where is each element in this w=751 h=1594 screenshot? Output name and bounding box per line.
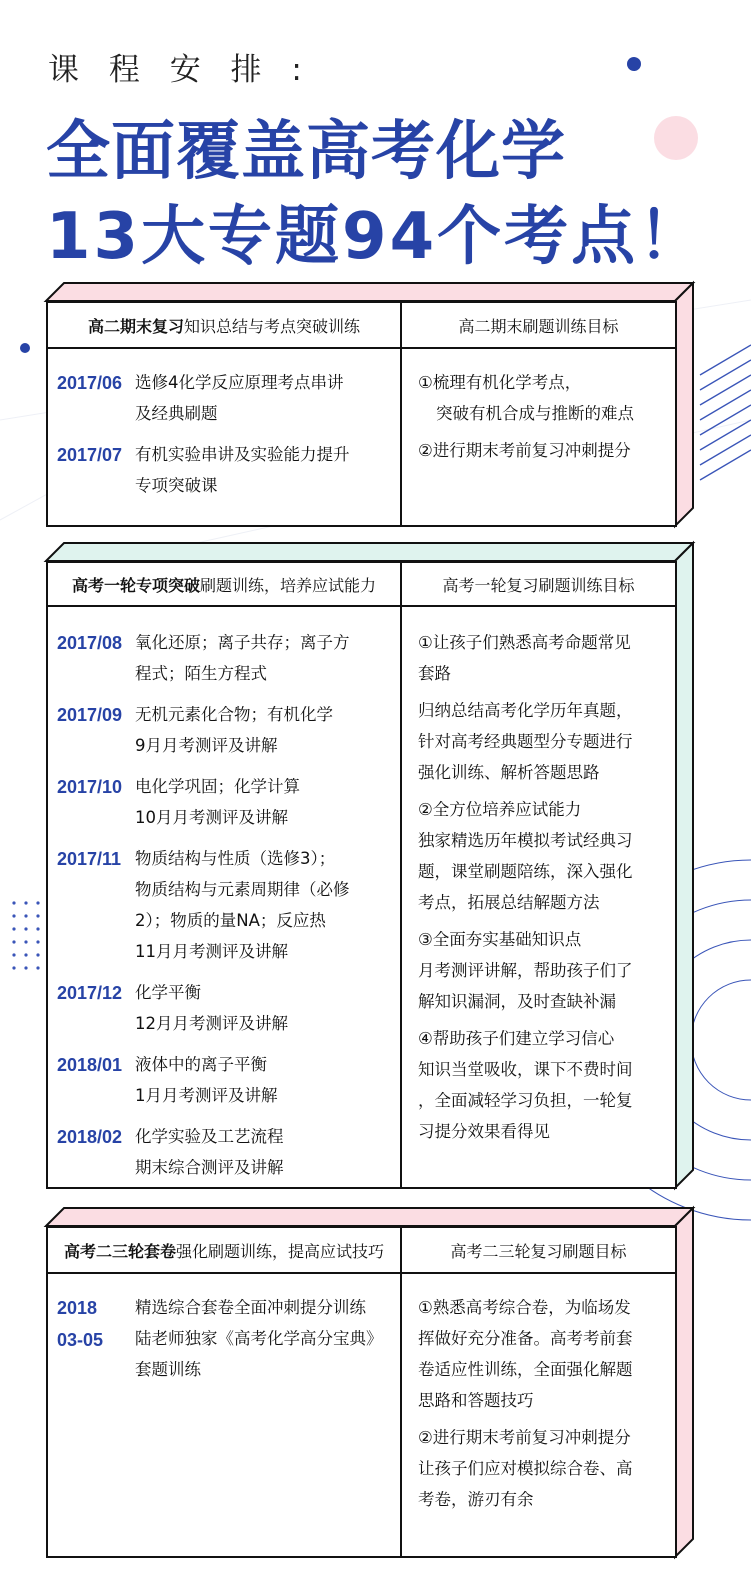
goal-item <box>418 1023 675 1147</box>
goal-line: ②进行期末考前复习冲刺提分 <box>418 1428 631 1447</box>
schedule-date <box>57 439 135 501</box>
goal-line: ①熟悉高考综合卷，为临场发 <box>418 1298 631 1317</box>
schedule-description-line: 精选综合套卷全面冲刺提分训练 <box>135 1298 366 1317</box>
goal-line: 针对高考经典题型分专题进行 <box>418 732 633 751</box>
section-3-schedule <box>48 1292 400 1395</box>
section-1-left-header: 高二期末复习 知识总结与考点突破训练 <box>87 316 361 336</box>
goal-item <box>418 695 675 788</box>
schedule-description-line: 化学平衡 <box>135 983 201 1002</box>
goal-line: ④帮助孩子们建立学习信心 <box>418 1029 615 1048</box>
goal-item <box>418 794 675 918</box>
schedule-description-line: 化学实验及工艺流程 <box>135 1127 284 1146</box>
schedule-date <box>57 699 135 761</box>
goal-item <box>418 924 675 1017</box>
goal-line: ①让孩子们熟悉高考命题常见 <box>418 633 631 652</box>
schedule-description-line: 氧化还原；离子共存；离子方 <box>135 633 350 652</box>
goal-line: 强化训练、解析答题思路 <box>418 763 600 782</box>
schedule-date <box>57 771 135 833</box>
schedule-row <box>48 627 400 689</box>
schedule-date <box>57 627 135 689</box>
schedule-date-text: 2017/09 <box>57 705 123 725</box>
headline-line-1: 全面覆盖高考化学 <box>46 115 566 189</box>
section-1-right-header: 高二期末刷题训练目标 <box>458 316 619 336</box>
schedule-description-line: 期末综合测评及讲解 <box>135 1158 284 1177</box>
schedule-description-line: 11月月考测评及讲解 <box>135 942 288 961</box>
schedule-description-line: 物质结构与性质（选修3）； <box>135 849 336 868</box>
goal-line: ，全面减轻学习负担，一轮复 <box>418 1091 633 1110</box>
schedule-row <box>48 439 400 501</box>
goal-line: ③全面夯实基础知识点 <box>418 930 582 949</box>
schedule-description <box>135 439 391 501</box>
headline-line-2: 13大专题94个考点！ <box>46 200 706 274</box>
section-2-left-header: 高考一轮专项突破 刷题训练，培养应试能力 <box>71 575 377 595</box>
schedule-row <box>48 977 400 1039</box>
schedule-date <box>57 1121 135 1183</box>
schedule-description <box>135 977 391 1039</box>
goal-line: 习提分效果看得见 <box>418 1122 550 1141</box>
goal-line: 挥做好充分准备。高考考前套 <box>418 1329 633 1348</box>
section-1-goals <box>402 367 675 472</box>
section-2-right-header: 高考一轮复习刷题训练目标 <box>442 575 635 595</box>
schedule-description <box>135 699 391 761</box>
schedule-date-text: 03-05 <box>57 1330 104 1350</box>
goal-line: 考点，拓展总结解题方法 <box>418 893 600 912</box>
schedule-description-line: 有机实验串讲及实验能力提升 <box>135 445 350 464</box>
schedule-description-line: 12月月考测评及讲解 <box>135 1014 288 1033</box>
schedule-date-text: 2017/11 <box>57 849 122 869</box>
goal-line: 知识当堂吸收，课下不费时间 <box>418 1060 633 1079</box>
schedule-description <box>135 627 391 689</box>
goal-line: 解知识漏洞，及时查缺补漏 <box>418 992 616 1011</box>
dot-grid-decoration <box>12 901 39 969</box>
goal-line: 突破有机合成与推断的难点 <box>436 404 634 423</box>
schedule-row <box>48 1121 400 1183</box>
section-3-right-header: 高考二三轮复习刷题目标 <box>450 1241 627 1261</box>
schedule-date-text: 2018/01 <box>57 1055 123 1075</box>
goal-line: 归纳总结高考化学历年真题， <box>418 701 633 720</box>
schedule-description-line: 选修4化学反应原理考点串讲 <box>135 373 344 392</box>
goal-line: 让孩子们应对模拟综合卷、高 <box>418 1459 633 1478</box>
schedule-date <box>57 1292 135 1385</box>
goal-line: 题，课堂刷题陪练，深入强化 <box>418 862 633 881</box>
schedule-description <box>135 1292 391 1385</box>
goal-line: 思路和答题技巧 <box>418 1391 534 1410</box>
schedule-description <box>135 1049 391 1111</box>
blue-dot-decoration <box>627 57 641 71</box>
diagonal-stripes-decoration <box>700 345 751 480</box>
blue-dot-small-decoration <box>20 343 30 353</box>
pink-circle-decoration <box>654 116 698 160</box>
schedule-description-line: 及经典刷题 <box>135 404 218 423</box>
schedule-date-text: 2017/08 <box>57 633 123 653</box>
schedule-row <box>48 1049 400 1111</box>
schedule-row <box>48 771 400 833</box>
section-2-schedule <box>48 627 400 1193</box>
schedule-description-line: 陆老师独家《高考化学高分宝典》 <box>135 1329 383 1348</box>
section-3-goals <box>402 1292 675 1521</box>
schedule-description-line: 套题训练 <box>135 1360 201 1379</box>
schedule-description-line: 无机元素化合物；有机化学 <box>135 705 333 724</box>
schedule-description-line: 液体中的离子平衡 <box>135 1055 267 1074</box>
schedule-date <box>57 977 135 1039</box>
schedule-description-line: 电化学巩固；化学计算 <box>135 777 300 796</box>
schedule-description-line: 物质结构与元素周期律（必修 <box>135 880 350 899</box>
schedule-description-line: 10月月考测评及讲解 <box>135 808 288 827</box>
goal-line: 独家精选历年模拟考试经典习 <box>418 831 633 850</box>
schedule-date <box>57 1049 135 1111</box>
schedule-date <box>57 843 135 967</box>
schedule-row <box>48 1292 400 1385</box>
goal-item <box>418 1422 675 1515</box>
goal-line: 套路 <box>418 664 451 683</box>
goal-line: 考卷，游刃有余 <box>418 1490 534 1509</box>
schedule-description <box>135 1121 391 1183</box>
goal-item <box>418 435 675 466</box>
goal-line: 卷适应性训练，全面强化解题 <box>418 1360 633 1379</box>
goal-item <box>418 1292 675 1416</box>
schedule-date-text: 2017/07 <box>57 445 123 465</box>
schedule-row <box>48 699 400 761</box>
schedule-date-text: 2018 <box>57 1298 98 1318</box>
goal-line: 月考测评讲解，帮助孩子们了 <box>418 961 633 980</box>
schedule-date <box>57 367 135 429</box>
schedule-description <box>135 771 391 833</box>
goal-line: ②进行期末考前复习冲刺提分 <box>418 441 631 460</box>
schedule-description-line: 专项突破课 <box>135 476 218 495</box>
goal-item <box>418 627 675 689</box>
schedule-description-line: 9月月考测评及讲解 <box>135 736 278 755</box>
section-3-left-header: 高考二三轮套卷 强化刷题训练，提高应试技巧 <box>63 1241 385 1261</box>
goal-item <box>418 367 675 429</box>
section-2-goals <box>402 627 675 1153</box>
schedule-date-text: 2018/02 <box>57 1127 123 1147</box>
schedule-description <box>135 843 391 967</box>
schedule-description-line: 程式；陌生方程式 <box>135 664 267 683</box>
schedule-date-text: 2017/06 <box>57 373 123 393</box>
schedule-date-text: 2017/10 <box>57 777 123 797</box>
schedule-description-line: 1月月考测评及讲解 <box>135 1086 278 1105</box>
kicker-title: 课 程 安 排 : <box>48 52 312 88</box>
goal-line: ②全方位培养应试能力 <box>418 800 582 819</box>
schedule-description-line: 2）；物质的量NA；反应热 <box>135 911 326 930</box>
schedule-row <box>48 367 400 429</box>
section-1-schedule <box>48 367 400 511</box>
schedule-row <box>48 843 400 967</box>
goal-line: ①梳理有机化学考点， <box>418 373 582 392</box>
schedule-description <box>135 367 391 429</box>
schedule-date-text: 2017/12 <box>57 983 123 1003</box>
